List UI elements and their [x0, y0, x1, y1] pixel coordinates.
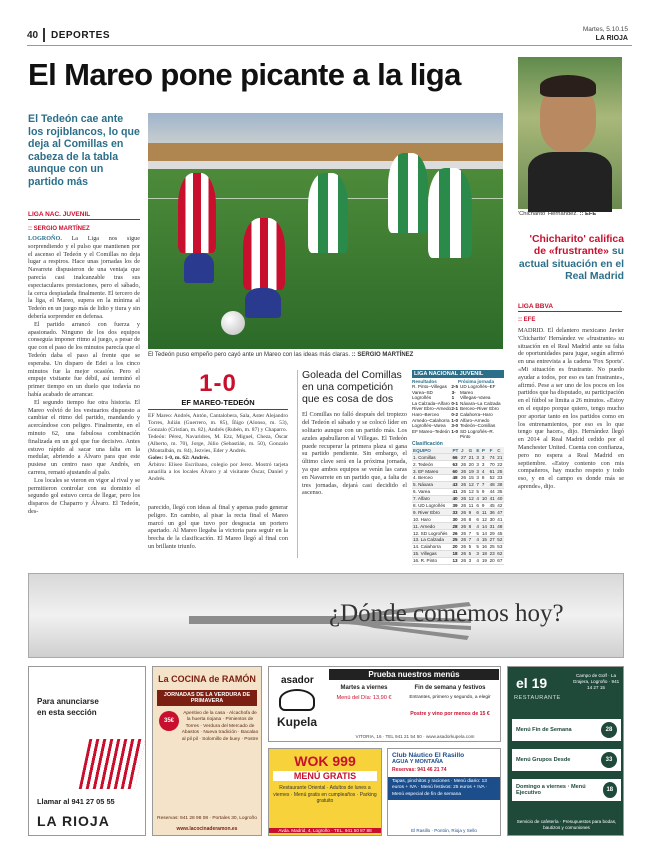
ad5-name: Club Náutico El Rasillo [392, 752, 465, 759]
standings-team: 4. Berceo [412, 475, 451, 482]
ad6-footer: Servicio de cafetería · Presupuestos para bodas, bautizos y comuniones [516, 819, 617, 830]
ad-el-19[interactable] [507, 666, 624, 836]
standings-value: 12 [468, 482, 474, 488]
ad3-logo [279, 689, 315, 711]
ad1-line2: en esta sección [37, 708, 97, 717]
standings-value: 45 [489, 503, 495, 508]
standings-row [412, 461, 504, 468]
standings-value: 48 [489, 482, 495, 488]
result-score: 1-0 [451, 428, 458, 434]
standings-row [412, 475, 504, 482]
standings-value: 4 [481, 468, 489, 475]
standings-value: 30 [451, 516, 460, 523]
standings-value: 3 [476, 468, 479, 474]
standings-value: 21 [468, 454, 474, 460]
right-headline [518, 234, 624, 284]
standings-value: 33 [451, 509, 460, 516]
next-match: Calahorra–Haro [460, 411, 493, 417]
result-score: 0-2 [451, 411, 458, 417]
ad5-sub: AGUA Y MONTAÑA [392, 759, 444, 765]
standings-value: 40 [497, 496, 503, 502]
standings-value: 7 [468, 537, 476, 544]
standings-team: 14. Calahorra [412, 543, 451, 550]
next-label: Próxima jornada [458, 379, 494, 384]
dateline: LOGROÑO. [28, 235, 62, 242]
goals: Goles: 1-0, m. 62: Andrés. [148, 455, 210, 461]
standings-value: 26 [460, 516, 467, 522]
standings-header-cell: PT [452, 447, 459, 453]
result-match: R. Pinto–Villegas [412, 384, 447, 389]
ad6-menu-item [512, 719, 621, 741]
standings-header-cell: F [489, 447, 497, 454]
standings-team: 1. Comillas [412, 454, 451, 461]
standings-value: 26 [460, 530, 467, 536]
standings-value: 9 [468, 509, 476, 516]
ad6-menu-item [512, 749, 621, 771]
article-body-col3: parecido, llegó con ideas al final y apenas pudo generar peligro. En cambio, al pisar la recta final el Mareo marcó un gol que tuvo por desgracia un portero apartado. Al Mareo llegaba la victoria para seguir en la brecha de la clasificación. El Mareo llegó al final con un brillante triunfo. [148, 504, 288, 550]
standings-value: 26 [460, 523, 467, 529]
standings-value: 3 [468, 557, 476, 564]
article-kicker: LIGA NAC. JUVENIL [28, 211, 140, 220]
result-match: La Calzada–Alfaro [412, 400, 450, 406]
next-match: Villegas–Varea [460, 395, 491, 401]
standings-value: 31 [489, 523, 495, 529]
standings-value: 11 [468, 503, 474, 508]
standings-value: 26 [451, 530, 460, 537]
standings-value: 6 [476, 516, 479, 522]
article-body-col1 [28, 235, 140, 557]
standings-value: 22 [497, 461, 503, 467]
standings-value: 43 [451, 481, 460, 488]
result-match: Varea–SD Logroñés [412, 389, 433, 401]
pencil-graphic [79, 739, 146, 789]
page-header [27, 28, 632, 46]
standings-value: 20 [468, 461, 474, 467]
standings-value: 6 [476, 509, 479, 515]
page-number: 40 [27, 30, 39, 41]
standings-team: 11. Arnedo [412, 523, 451, 530]
standings-value: 45 [497, 530, 503, 536]
standings-team: 7. Alfaro [412, 495, 451, 502]
standings-team: 8. UD Logroñés [412, 502, 451, 509]
banner-title: ¿Dónde comemos hoy? [329, 600, 564, 627]
standings-value: 26 [460, 461, 467, 467]
result-row [412, 429, 458, 435]
matchup: EF MAREO-TEDEÓN [148, 398, 288, 410]
standings-value: 5 [468, 543, 476, 550]
standings-value: 70 [489, 461, 495, 467]
standings-row [412, 468, 504, 475]
photo-caption [148, 352, 503, 358]
standings-row [412, 481, 504, 488]
ad6-menu-label: Menú Fin de Semana [516, 727, 572, 733]
ad2-body: Aperitivo de la casa · Alcachofa de la huerta riojana · Pimientos de Torres · Verdura del Mercado de Abastos · Nueva tradición · Bacalao al pil pil · Solomillo de buey · Postre [181, 711, 259, 742]
standings-row [412, 495, 504, 502]
next-match: Tedeón–Comillas [460, 423, 496, 429]
standings-value: 62 [497, 551, 503, 557]
standings-value: 26 [460, 482, 467, 488]
standings-value: 25 [497, 468, 503, 474]
standings-value: 26 [460, 537, 467, 543]
standings-value: 52 [497, 537, 503, 543]
standings-row [412, 516, 504, 523]
standings-label: Clasificación [412, 440, 443, 447]
right-photo-credit: :: EFE [579, 211, 597, 217]
result-match: River Ebro–Arnedo [412, 406, 452, 412]
result-match: Logroñés–Varea [412, 423, 446, 429]
standings-value: 5 [476, 489, 479, 495]
standings-value: 14 [481, 523, 487, 529]
ad6-menu-price: 28 [601, 722, 617, 738]
standings-value: 12 [468, 496, 474, 502]
standings-value: 74 [489, 454, 495, 460]
league-table-box [412, 370, 504, 564]
standings-value: 67 [497, 558, 503, 564]
next-match: Náxara–La Calzada [460, 400, 501, 406]
result-score: 3-0 [451, 423, 458, 429]
standings-value: 20 [451, 543, 460, 550]
body-paragraph-3: El segundo tiempo fue otra historia. El Mareo volvió de los vestuarios dispuesto a cambiar el ritmo del partido, mandando y acercándose con peligro. Finalmente, en el minuto 62, una fabulosa combinación finalizada en un gol que fue decisivo. Antes estuvo rápido al sacar una falta en la medular, abriendo a Álvaro para que este pusiese un centro raso que Andrés, en carrera, remató ajustando al palo. [28, 398, 140, 476]
standings-value: 19 [468, 468, 474, 474]
result-score: 1-0 [451, 417, 458, 423]
standings-value: 14 [481, 530, 487, 536]
standings-value: 12 [468, 489, 474, 495]
standings-value: 41 [451, 488, 460, 495]
ad-cocina-ramon[interactable] [152, 666, 262, 836]
standings-value: 25 [489, 544, 495, 550]
ad3-menu2-title: Fin de semana y festivos [414, 685, 486, 691]
chicharito-photo [518, 57, 622, 209]
ad1-phone: Llamar al 941 27 05 55 [37, 797, 115, 806]
standings-header-cell: J [460, 447, 468, 454]
header-divider [43, 28, 45, 42]
standings-team: 15. Villegas [412, 550, 451, 557]
standings-header-cell: EQUIPO [412, 447, 451, 454]
next-match: UD Logroñés–EF Mareo [460, 384, 496, 395]
standings-header-cell: P [481, 447, 489, 454]
ad5-footer: El Rasillo · Pontón, Rioja y Sello [411, 828, 477, 833]
standings-value: 23 [489, 551, 495, 557]
results-label: Resultados [412, 379, 437, 384]
standings-team: 2. Tedeón [412, 461, 451, 468]
right-photo-caption-text: 'Chicharito' Hernández. [518, 211, 578, 217]
standings-value: 42 [497, 503, 503, 508]
right-body: MADRID. El delantero mexicano Javier 'Chicharito' Hernández ve «frustrante» su situación en el Real Madrid ante su falta de oportunidades para jugar, según afirmó en una entrevista a la cadena 'Fox Sports'. «Mi situación es frustrante. No puedo ayudar a todos, por eso es tan frustrante», afirmó. Pese a ser uno de los pocos en los partidos que ha disputado, su participación en el fútbol se limita a 26 minutos. «Estoy en el equipo porque quiero, tengo mucho por aportar tanto en los partidos como en los entrenamientos, por eso es lo que tengo que hacer», dijo. Hernández llegó en 2014 al Real Madrid cedido por el Manchester United. Cuenta con confianza, pero no espera a Real Madrid en septiembre. «Estoy contento con mis compañeros, hay mucho respeto y todo eso, y en el campo es donde más se aprende», dijo. [518, 327, 624, 490]
ad6-menu-item [512, 779, 621, 801]
referee: Árbitro: Eliseo Escribano, colegio por Jerez. Mostró tarjeta amarilla a los locales Álvaro y al visitante Óscar, Daniel y Andrés. [148, 462, 288, 482]
ad6-brand: el 19 [516, 675, 548, 691]
standings-value: 38 [497, 482, 503, 488]
home-lineup: EF Mareo: Andrés, Antón, Cantalobera, Sala, Aster Alejandro Torres, Julián (Guerrero, m. 85), Íñigo (Alonso, m. 53), Gonzalo (Cristian, m. 82), Andrés (Rubén, m. 87) y Chaparro. [148, 413, 288, 433]
standings-value: 4 [476, 523, 479, 529]
ad2-footer: Reservas: 941 28 98 08 · Portales 30, Logroño [157, 816, 257, 821]
result-score: 0-1 [451, 400, 458, 406]
standings-value: 36 [489, 509, 495, 515]
ad2-subtitle: JORNADAS DE LA VERDURA DE PRIMAVERA [157, 690, 257, 706]
next-match: Alfaro–Arnedo [460, 417, 490, 423]
ad5-body: Tapas, pinchitos y raciones · Menú diario: 13 euros + IVA · Menú festivos: 25 euros + IVA · Menú especial de fin de semana [388, 777, 500, 800]
standings-value: 33 [497, 475, 503, 481]
standings-value: 53 [497, 544, 503, 550]
standings-value: 52 [489, 475, 495, 481]
standings-value: 8 [468, 516, 476, 523]
ad6-menu-price: 18 [603, 782, 617, 798]
standings-value: 44 [489, 489, 495, 495]
standings-value: 7 [468, 530, 476, 537]
result-score: 3-1 [451, 389, 456, 401]
standings-value: 47 [497, 509, 503, 515]
ad3-menu2-price: Postre y vino por menos de 15 € [410, 711, 490, 717]
ad6-menu-label: Domingo a viernes · Menú Ejecutivo [516, 784, 586, 796]
ad3-footer: VITORIA, 16 · TEL 941 21 54 50 · www.asadorkupela.com [355, 734, 475, 739]
standings-value: 4 [476, 496, 479, 502]
standings-value: 4 [476, 537, 479, 543]
standings-value: 3 [476, 461, 479, 467]
next-matches-list [458, 384, 504, 440]
standings-value: 18 [451, 550, 460, 557]
standings-value: 26 [460, 496, 467, 502]
ad6-menu-list [512, 719, 621, 809]
standings-team: 9. River Ebro [412, 509, 451, 516]
standings-row [412, 509, 504, 516]
standings-value: 19 [481, 558, 487, 564]
standings-value: 29 [489, 530, 495, 536]
standings-value: 8 [468, 523, 476, 530]
standings-table [412, 447, 504, 565]
standings-value: 11 [481, 509, 487, 515]
standings-value: 7 [481, 481, 489, 488]
ad3-name: Kupela [277, 715, 318, 729]
standings-value: 5 [476, 530, 479, 536]
ad6-name: RESTAURANTE [514, 695, 561, 701]
result-match: EF Mareo–Tedeón [412, 428, 450, 434]
standings-row [412, 543, 504, 550]
lineups [148, 413, 288, 483]
body-paragraph-2: El partido arrancó con fuerza y apasionado. Ninguno de los dos equipos conseguía imponer ritmo al juego, a pesar de que con el paso de los minutos parecía que el Tedeón daba el paso al frente que se esperaba. Un disparo de Edei a los cinco minutos fue la mejor ocasión. Pero el empuje visitante fue débil, así terminó el primer tiempo en un duelo que todavía no había acabado de arrancar. [28, 320, 140, 398]
match-photo [148, 113, 503, 349]
standings-row [412, 530, 504, 537]
side-story-body: El Comillas no falló después del tropiezo del Tedeón el sábado y se colocó líder en solitario aunque con un partido más. Los azules apabullaron al Villegas. El Tedeón puede recuperar la primera plaza si gana su partido pendiente. Sin embargo, el último clave será en la próxima jornada, ya que ambos equipos se verán las caras en Navarrete en un partido que, a falta de tres jornadas, dejará casi decidido el ascenso. [302, 411, 407, 497]
standings-value: 16 [481, 544, 487, 550]
photo-caption-text: El Tedeón puso empeño pero cayó ante un Mareo con las ideas más claras. [148, 352, 351, 358]
subhead: El Tedeón cae ante los rojiblancos, lo que deja al Comillas en cabeza de la tabla aunque con un partido más [28, 113, 140, 188]
standings-value: 26 [460, 503, 467, 508]
ad3-menu1-title: Martes a viernes [340, 685, 388, 691]
ad4-name: WOK 999 [294, 753, 356, 769]
standings-header-cell: C [496, 447, 504, 454]
standings-row [412, 537, 504, 544]
standings-row [412, 557, 504, 564]
ad3-banner: Prueba nuestros menús [329, 669, 499, 680]
standings-value: 25 [451, 537, 460, 544]
standings-value: 30 [489, 516, 495, 522]
standings-value: 4 [476, 558, 479, 564]
standings-row [412, 523, 504, 530]
result-row [412, 390, 458, 401]
ad2-web: www.lacocinaderamon.es [176, 826, 238, 832]
standings-team: 16. R. Pinto [412, 557, 451, 564]
standings-value: 5 [476, 544, 479, 550]
photo-caption-credit: :: SERGIO MARTÍNEZ [351, 352, 414, 358]
standings-value: 40 [451, 495, 460, 502]
standings-header-cell: G [468, 447, 476, 454]
ad1-brand: LA RIOJA [37, 813, 110, 829]
standings-value: 26 [460, 468, 467, 474]
ad4-footer: Avda. Madrid, 4, Logroño · TEL. 941 50 87 88 [269, 828, 381, 833]
standings-value: 60 [451, 468, 460, 475]
main-headline: El Mareo pone picante a la liga [28, 57, 461, 92]
standings-header-row [412, 447, 504, 454]
standings-value: 26 [460, 489, 467, 495]
ad5-phone: Reservas: 941 46 21 74 [392, 767, 447, 773]
result-score: 2-1 [451, 406, 458, 412]
standings-value: 66 [451, 454, 460, 461]
league-table-title: LIGA NACIONAL JUVENIL [412, 370, 504, 378]
restaurant-banner [28, 573, 624, 658]
standings-value: 8 [481, 475, 489, 482]
right-headline-red: 'Chicharito' califica de «frustrante» [529, 234, 624, 258]
right-headline-rest: su actual situación en el Real Madrid [518, 246, 624, 283]
standings-value: 18 [481, 551, 487, 557]
results-list [412, 384, 458, 434]
standings-value: 21 [497, 454, 503, 460]
ad2-price: 35€ [159, 711, 179, 731]
standings-value: 3 [481, 454, 489, 461]
result-match: Haro–Berceo [412, 411, 440, 417]
standings-value: 9 [481, 502, 489, 509]
standings-value: 9 [481, 488, 489, 495]
newspaper-name: LA RIOJA [595, 35, 628, 42]
standings-value: 41 [497, 516, 503, 522]
next-match: Berceo–River Ebro [460, 406, 499, 412]
right-byline: :: EFE [518, 317, 536, 323]
byline: :: SERGIO MARTÍNEZ [28, 226, 90, 232]
standings-value: 26 [460, 544, 467, 550]
standings-value: 39 [451, 502, 460, 509]
standings-value: 26 [460, 551, 467, 557]
standings-value: 12 [481, 516, 487, 522]
ad3-brand: asador [281, 675, 314, 686]
standings-value: 35 [497, 489, 503, 495]
ad4-sub: MENÚ GRATIS [273, 771, 377, 781]
ad2-title: La COCINA de RAMÓN [158, 674, 256, 684]
standings-team: 10. Haro [412, 516, 451, 523]
standings-value: 6 [476, 503, 479, 508]
ad3-menu1-price: Menú del Día: 13,90 € [336, 695, 392, 701]
standings-value: 28 [451, 523, 460, 530]
standings-value: 61 [489, 468, 495, 474]
ad6-address: Campo de Golf · La Grajera, Logroño · 941 14 27 15 [572, 673, 620, 690]
body-lead: La Liga nos sigue sorprendiendo y el pulso que mantienen por el ascenso el Tedeón y el Comillas no deja lugar a respiros. Hace unas jornadas los de Navarrete dispusieron de una ventaja que parecía casi inalcanzable tras sus espectaculares prestaciones, pero el sábado, la cerca despiadada finalmente. El tercero de la liga, el Mareo, supera en la mínima al Tedeón en un juego más de lidio y tiura y sin debería sorprender en defensa. [28, 235, 140, 320]
side-story [297, 370, 407, 558]
standings-value: 48 [497, 523, 503, 529]
body-paragraph-4: Los locales se vieron en vigor al rival y se permitieron controlar con su dominio el segundo gol estuvo cerca de llegar, pero los disparos de Chaparro y Álvaro. El Tedeón, des- [28, 476, 140, 515]
section-name: DEPORTES [51, 30, 111, 41]
standings-value: 26 [460, 475, 467, 481]
standings-value: 3 [476, 551, 479, 557]
standings-value: 27 [460, 454, 467, 460]
ad-asador-kupela[interactable] [268, 666, 501, 742]
ad1-line1: Para anunciarse [37, 697, 99, 706]
ad6-menu-price: 33 [601, 752, 617, 768]
standings-value: 10 [481, 496, 487, 502]
standings-value: 5 [468, 550, 476, 557]
ad-club-nautico[interactable] [387, 748, 501, 836]
ad-wok-999[interactable] [268, 748, 382, 836]
right-photo-caption [518, 211, 622, 217]
standings-value: 48 [451, 475, 460, 482]
standings-header-cell: E [476, 447, 480, 453]
standings-team: 6. Varea [412, 488, 451, 495]
ad-la-rioja[interactable] [28, 666, 146, 836]
standings-team: 12. SD Logroñés [412, 530, 451, 537]
standings-value: 7 [476, 482, 479, 488]
side-story-headline: Goleada del Comillas en una competición que es cosa de dos [302, 369, 402, 405]
standings-row [412, 488, 504, 495]
result-score: 2-5 [451, 384, 458, 389]
standings-value: 3 [481, 461, 489, 468]
ad3-menu2-desc: Entrantes, primero y segundo, a elegir [409, 695, 491, 700]
next-match: SD Logroñés–R. Pinto [460, 428, 494, 440]
standings-value: 3 [476, 475, 479, 481]
result-match: Arnedo–Calahorra [412, 417, 450, 423]
header-date: Martes, 5.10.15 [582, 26, 628, 33]
standings-team: 13. La Calzada [412, 537, 451, 544]
standings-team: 5. Náxara [412, 481, 451, 488]
score: 1-0 [199, 370, 237, 397]
standings-value: 3 [476, 454, 479, 460]
standings-value: 27 [489, 537, 495, 543]
standings-value: 63 [451, 461, 460, 468]
standings-row [412, 550, 504, 557]
standings-row [412, 454, 504, 461]
standings-value: 15 [481, 537, 487, 543]
standings-value: 20 [489, 558, 495, 564]
standings-value: 41 [489, 496, 495, 502]
standings-row [412, 502, 504, 509]
right-kicker: LIGA BBVA [518, 303, 622, 312]
standings-value: 15 [468, 475, 474, 481]
ad4-body: Restaurante Oriental · Adultos de lunes a viernes · Menú gratis en cumpleaños · Parking gratuito [273, 785, 377, 805]
standings-value: 13 [451, 557, 460, 564]
score-box [148, 370, 288, 498]
standings-value: 26 [460, 558, 467, 564]
ad6-menu-label: Menú Grupos Desde [516, 757, 571, 763]
standings-value: 26 [460, 509, 467, 515]
standings-team: 3. EF Mareo [412, 468, 451, 475]
away-lineup: Tedeón: Pérez, Navaridres, M. Ezz, Miguel, Cheza, Óscar (Alberto, m. 70), Jorge, Júlio (Sebastián, m. 50), Gonzalo (Montalbán, m. 84), Jezvies, Eder y Andrés. [148, 434, 288, 454]
